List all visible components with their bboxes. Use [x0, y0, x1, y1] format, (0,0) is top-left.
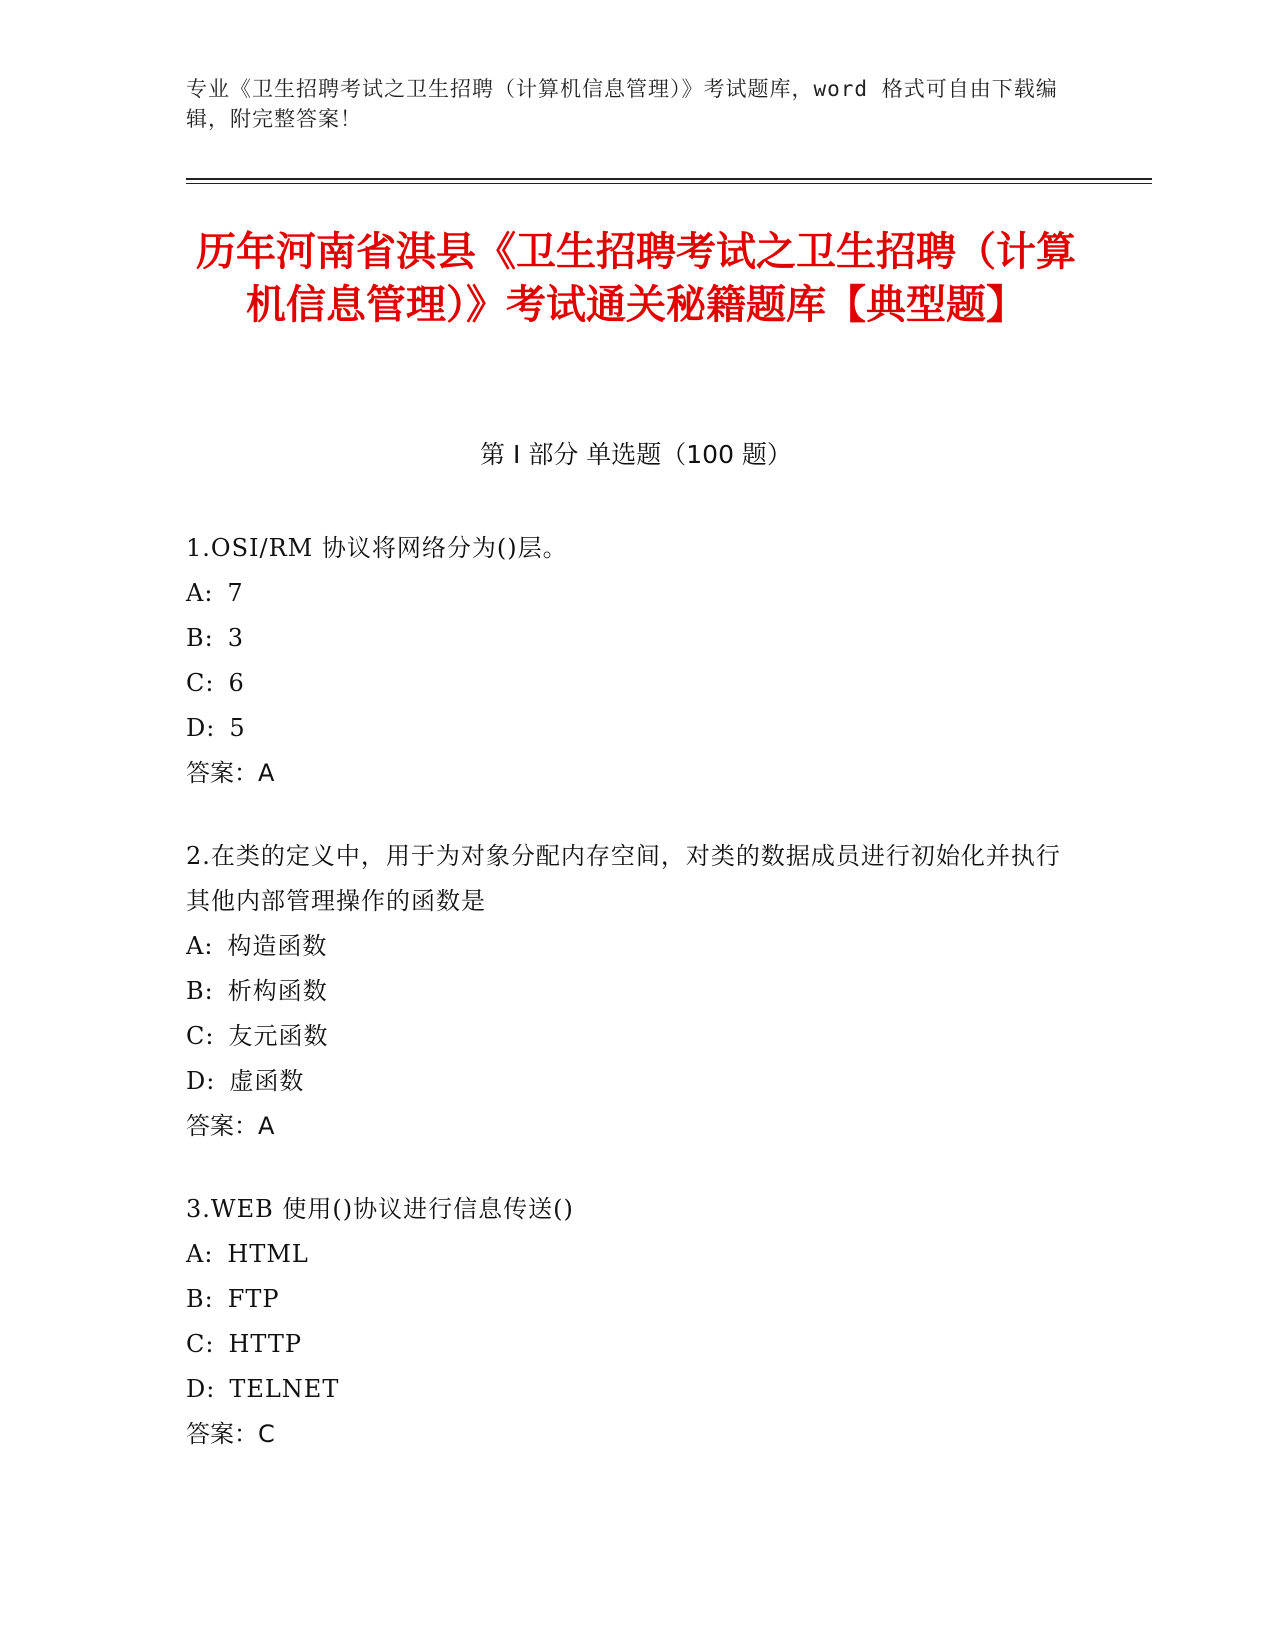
- option-key: B:: [186, 624, 214, 652]
- question-1: [186, 526, 1066, 796]
- question-text: 1.OSI/RM 协议将网络分为()层。: [186, 534, 568, 562]
- document-title: 历年河南省淇县《卫生招聘考试之卫生招聘（计算机信息管理）》考试通关秘籍题库【典型题】: [196, 229, 1076, 328]
- option-text: 虚函数: [229, 1067, 305, 1095]
- option-text: 析构函数: [227, 977, 328, 1005]
- option-text: 友元函数: [228, 1022, 329, 1050]
- option-a: [186, 1232, 1066, 1277]
- answer-line: 答案：A: [186, 759, 275, 787]
- option-c: [186, 661, 1066, 706]
- option-b: [186, 1277, 1066, 1322]
- option-key: B:: [186, 977, 214, 1005]
- option-text: 6: [228, 669, 245, 697]
- option-d: [186, 1059, 1066, 1104]
- option-key: B:: [186, 1285, 214, 1313]
- option-d: [186, 706, 1066, 751]
- option-key: A:: [186, 1240, 214, 1268]
- header-divider-thin: [186, 183, 1152, 184]
- option-text: 7: [227, 579, 244, 607]
- option-b: [186, 969, 1066, 1014]
- header-divider: [186, 178, 1152, 180]
- option-key: A:: [186, 932, 214, 960]
- option-key: C:: [186, 669, 215, 697]
- option-key: D:: [186, 1067, 216, 1095]
- option-text: 构造函数: [227, 932, 328, 960]
- option-text: HTTP: [228, 1330, 302, 1358]
- option-text: 5: [229, 714, 246, 742]
- option-a: [186, 571, 1066, 616]
- option-d: [186, 1367, 1066, 1412]
- option-a: [186, 924, 1066, 969]
- answer-line: 答案：A: [186, 1112, 275, 1140]
- option-c: [186, 1322, 1066, 1367]
- option-text: HTML: [227, 1240, 309, 1268]
- option-text: TELNET: [229, 1375, 340, 1403]
- option-key: A:: [186, 579, 214, 607]
- section-heading: 第 I 部分 单选题（100 题）: [480, 440, 792, 469]
- answer-line: 答案：C: [186, 1420, 275, 1448]
- option-key: C:: [186, 1022, 215, 1050]
- question-2: [186, 834, 1066, 1149]
- question-text: 3.WEB 使用()协议进行信息传送(): [186, 1195, 574, 1223]
- option-c: [186, 1014, 1066, 1059]
- option-b: [186, 616, 1066, 661]
- option-key: D:: [186, 714, 216, 742]
- header-note: 专业《卫生招聘考试之卫生招聘（计算机信息管理）》考试题库，word 格式可自由下载编辑，附完整答案！: [186, 77, 1058, 131]
- option-key: D:: [186, 1375, 216, 1403]
- option-key: C:: [186, 1330, 215, 1358]
- question-text: 2.在类的定义中，用于为对象分配内存空间，对类的数据成员进行初始化并执行其他内部管理操作的函数是: [186, 842, 1061, 915]
- question-list: [186, 526, 1066, 1495]
- option-text: FTP: [227, 1285, 280, 1313]
- option-text: 3: [227, 624, 245, 652]
- question-3: [186, 1187, 1066, 1457]
